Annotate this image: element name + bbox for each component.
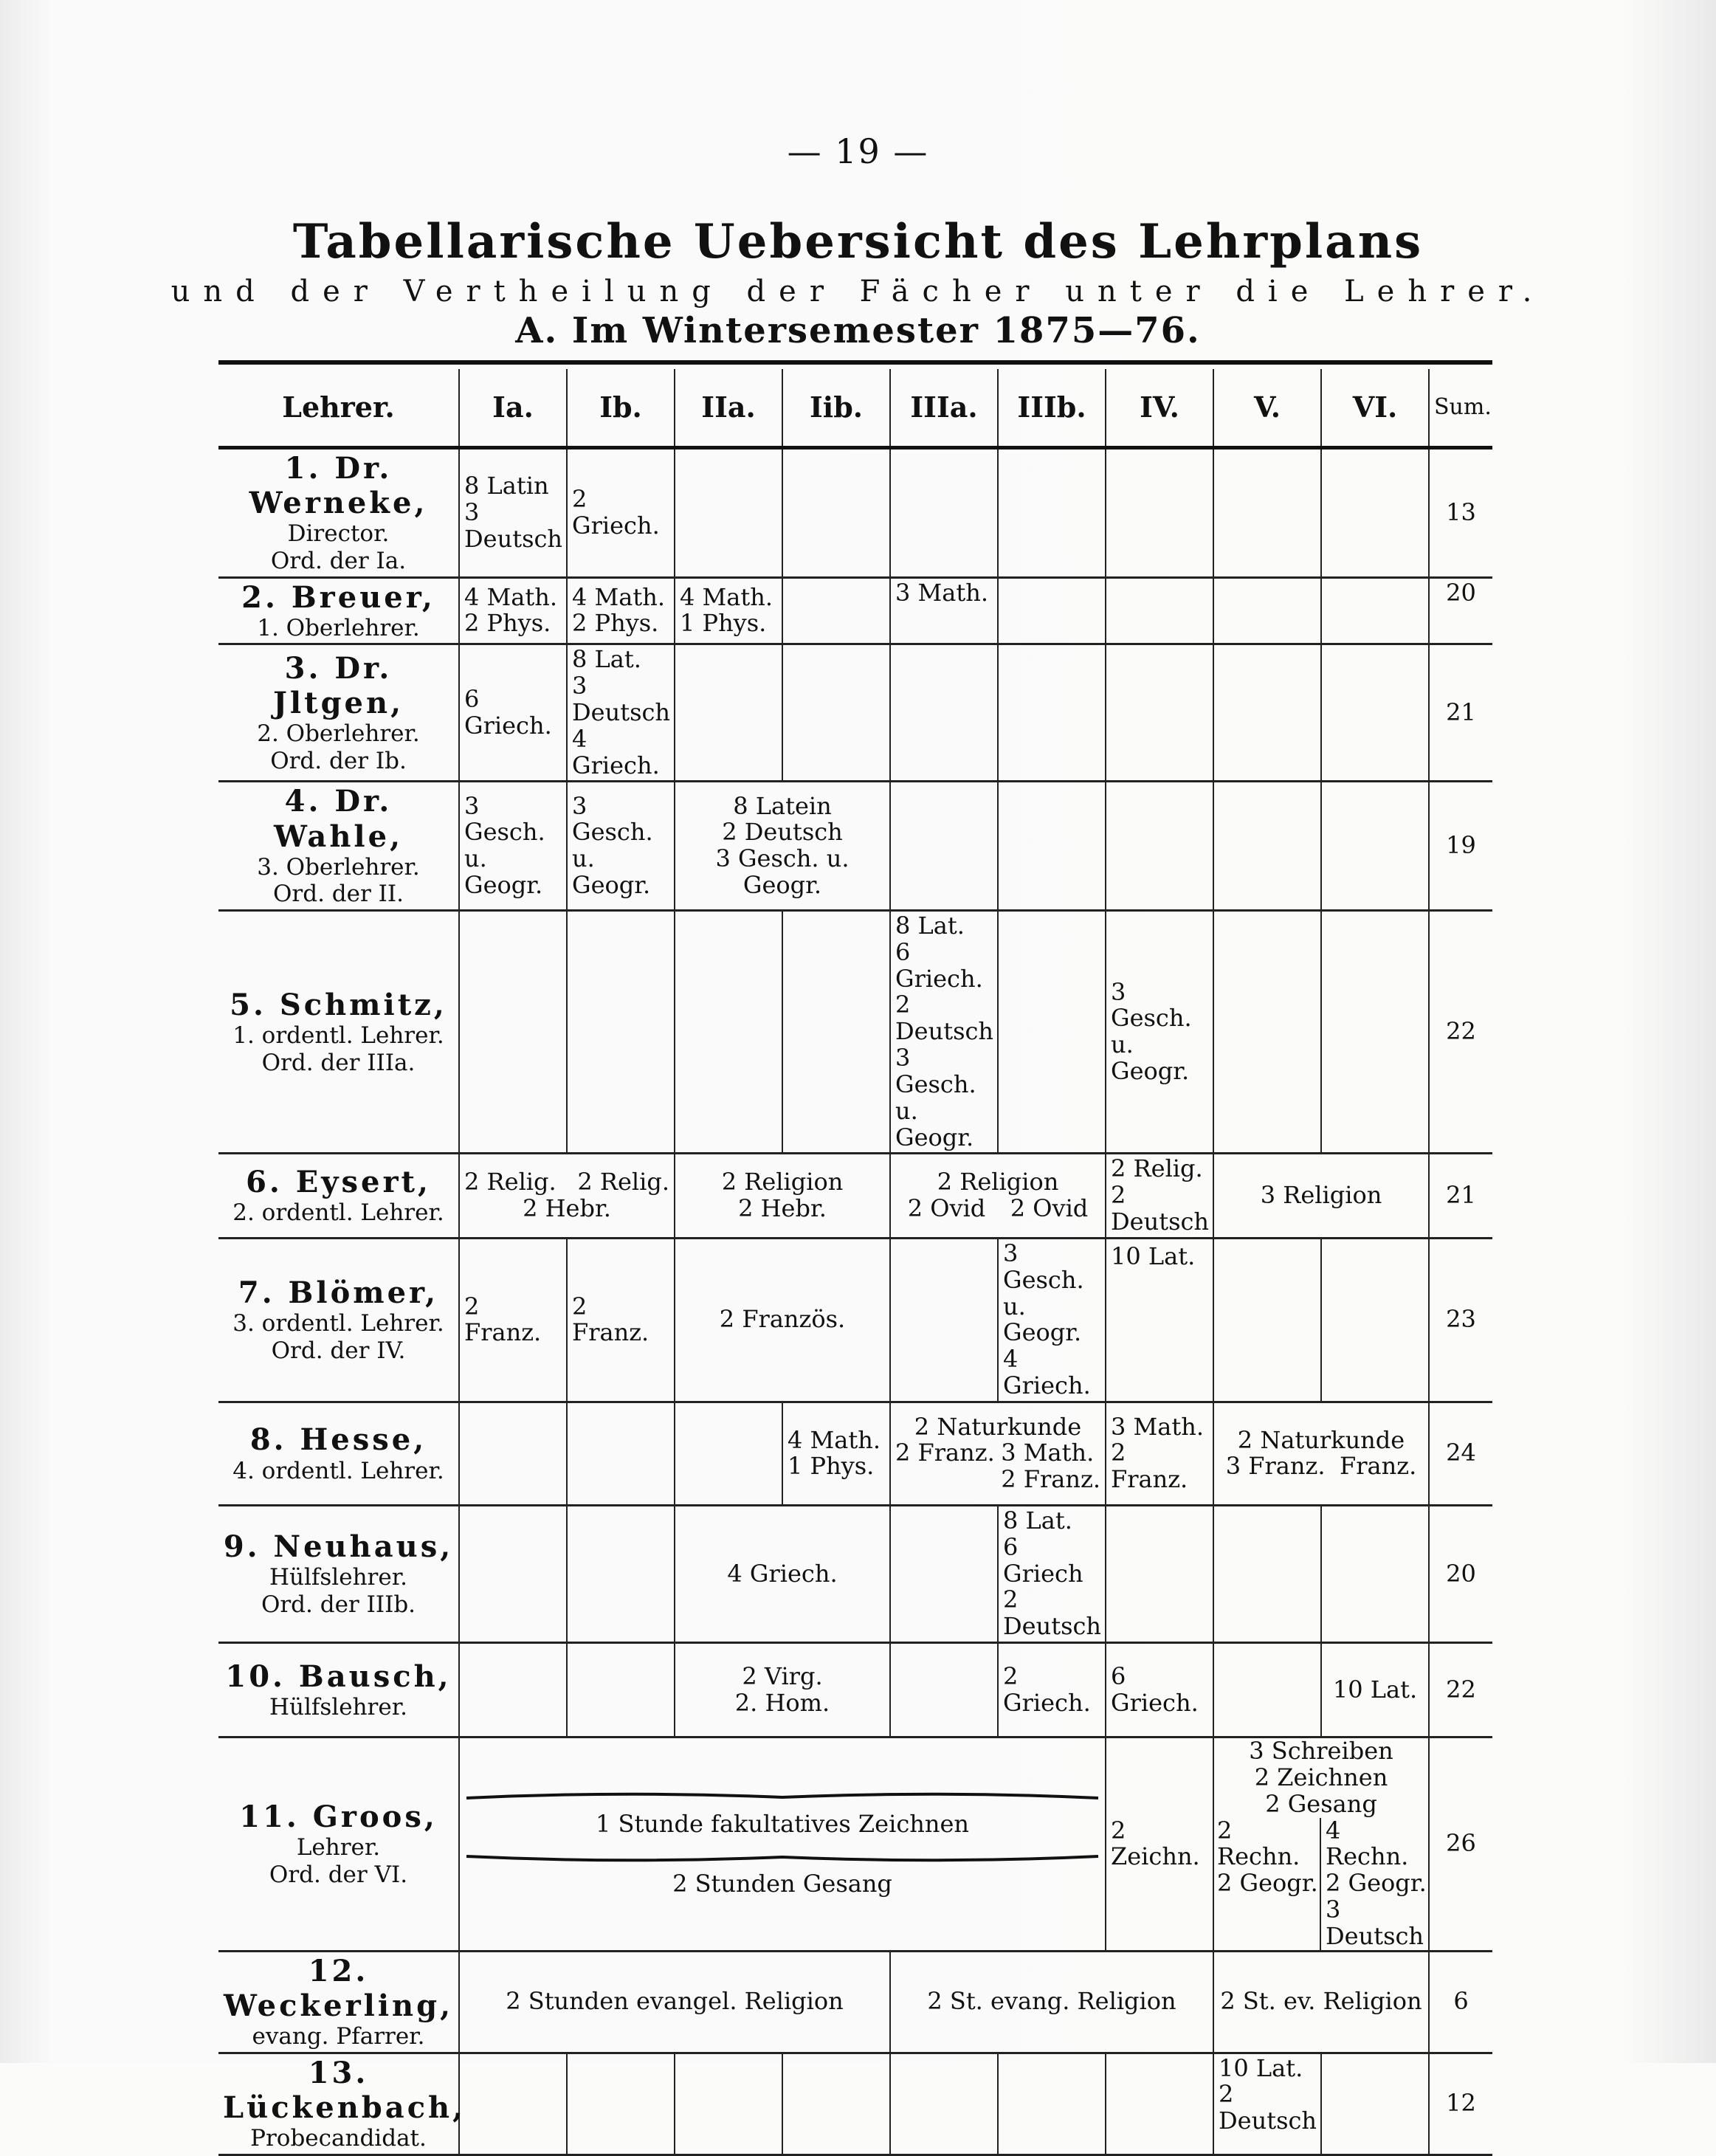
column-header: IIa. (675, 369, 782, 448)
teacher-cell (218, 1238, 459, 1402)
lesson-line: 3 Gesch. u. Geogr. (715, 844, 850, 900)
lesson-cell (782, 910, 890, 1153)
lesson-cell (459, 782, 567, 911)
lesson-line: 2 Deutsch (895, 991, 994, 1046)
lesson-line: 2 Relig. (1111, 1154, 1203, 1183)
lesson-cell (1321, 644, 1429, 782)
lesson-cell (890, 1643, 998, 1737)
lesson-cell (567, 644, 675, 782)
lesson-line: 2 Rechn. (1217, 1816, 1300, 1871)
lesson-cell (567, 2053, 675, 2155)
brace-top (465, 1791, 1100, 1804)
lesson-cell (675, 782, 890, 911)
lesson-line: 2 Hebr. (523, 1194, 611, 1223)
teacher-cell (218, 448, 459, 578)
sum-cell: 12 (1429, 2053, 1492, 2155)
lesson-line: 2 Religion (721, 1168, 844, 1196)
table-header-row (218, 369, 1492, 448)
column-header: Ib. (567, 369, 675, 448)
lesson-cell (675, 577, 782, 644)
lesson-cell (998, 782, 1106, 911)
lesson-line: 3 Gesch. (1111, 977, 1192, 1033)
lesson-cell (567, 1643, 675, 1737)
lesson-cell (567, 577, 675, 644)
lesson-cell (459, 1238, 567, 1402)
lesson-cell (675, 1154, 890, 1238)
lesson-cell (459, 644, 567, 782)
lesson-line: 3 Franz. (1225, 1452, 1326, 1481)
lesson-cell (1106, 448, 1213, 578)
sum-cell: 23 (1429, 1238, 1492, 1402)
lesson-line: u. Geogr. (572, 844, 651, 900)
lesson-cell (998, 1643, 1106, 1737)
lesson-cell (1321, 577, 1429, 644)
teacher-role: 1. Oberlehrer. (257, 614, 420, 641)
lesson-cell (998, 1238, 1106, 1402)
lesson-line: 1 Phys. (680, 609, 767, 638)
lesson-line: 3 Gesch. (464, 791, 545, 847)
lesson-cell (567, 448, 675, 578)
lesson-cell (459, 1737, 1106, 1952)
lesson-cell (1106, 1505, 1213, 1642)
lesson-line: 3 Deutsch (464, 497, 563, 553)
lesson-cell (459, 910, 567, 1153)
column-header: Ia. (459, 369, 567, 448)
lesson-line: 4 Math. (788, 1425, 881, 1454)
lesson-line: 2 Geogr. (1326, 1869, 1427, 1898)
lesson-line: 2 Virg. (742, 1661, 823, 1690)
column-header: Lehrer. (218, 369, 459, 448)
lesson-line: 1 Phys. (788, 1452, 875, 1481)
table-row (218, 1154, 1492, 1238)
lesson-cell (1106, 1643, 1213, 1737)
lesson-cell (890, 1951, 1213, 2053)
sum-cell: 6 (1429, 1951, 1492, 2053)
lesson-cell (1106, 1154, 1213, 1238)
lesson-cell (1106, 910, 1213, 1153)
lesson-line: 2 Naturkunde (1237, 1425, 1405, 1454)
lesson-cell (998, 2053, 1106, 2155)
lesson-cell (675, 2053, 782, 2155)
lesson-line: 4 Rechn. (1326, 1816, 1409, 1871)
lesson-line: u. Geogr. (1111, 1030, 1190, 1086)
lesson-cell (567, 1402, 675, 1505)
lesson-group (1001, 1440, 1100, 1493)
teacher-cell (218, 1643, 459, 1737)
lesson-cell (1213, 2053, 1321, 2155)
lesson-line: 6 Griech (1003, 1532, 1083, 1588)
lesson-cell (782, 644, 890, 782)
teacher-role: 2. Oberlehrer. (257, 720, 420, 748)
column-header: Sum. (1429, 369, 1492, 448)
teacher-name: 8. Hesse, (249, 1422, 427, 1458)
lesson-cell (675, 910, 782, 1153)
sum-cell: 21 (1429, 644, 1492, 782)
sum-cell: 19 (1429, 782, 1492, 911)
sum-cell: 22 (1429, 1643, 1492, 1737)
teacher-ordinarius: Ord. der Ia. (270, 547, 407, 574)
lesson-line: 4 Math. (572, 582, 666, 611)
lesson-cell (1106, 644, 1213, 782)
lesson-cell (1106, 1737, 1213, 1952)
lesson-cell (459, 1154, 675, 1238)
lesson-line: 3 Math. (1001, 1439, 1095, 1467)
lesson-line: u. Geogr. (464, 844, 543, 900)
table-row (218, 1238, 1492, 1402)
teacher-cell (218, 2053, 466, 2155)
lesson-cell (1213, 1737, 1429, 1952)
lesson-cell (1321, 1505, 1429, 1642)
lesson-cell (890, 1238, 998, 1402)
lesson-cell (675, 1505, 890, 1642)
lesson-line: 2 Relig. (577, 1168, 669, 1196)
lesson-line: 2 Stunden evangel. Religion (506, 1987, 844, 2016)
lesson-cell (459, 1643, 567, 1737)
lesson-cell (998, 910, 1106, 1153)
lesson-line: 6 Griech. (895, 937, 983, 993)
lesson-line: 2 Geogr. (1217, 1869, 1318, 1898)
lesson-line: 2 Griech. (1003, 1661, 1091, 1717)
sum-cell: 20 (1429, 577, 1492, 644)
table-row (218, 1505, 1492, 1642)
lesson-line: 4 Griech. (572, 724, 660, 779)
lesson-line: 2 Französ. (719, 1305, 846, 1334)
teacher-role: 1. ordentl. Lehrer. (232, 1022, 444, 1050)
lesson-cell (1213, 1154, 1429, 1238)
teacher-name: 10. Bausch, (225, 1659, 452, 1694)
table-row (218, 910, 1492, 1153)
table-row (218, 1951, 1492, 2053)
teacher-ordinarius: Ord. der IV. (271, 1337, 406, 1364)
teacher-role: 2. ordentl. Lehrer. (232, 1199, 444, 1227)
lesson-line: 10 Lat. (1332, 1675, 1418, 1704)
lesson-cell (567, 910, 675, 1153)
lesson-line: 2 Deutsch (1111, 1181, 1210, 1236)
teacher-name: 11. Groos, (239, 1799, 438, 1835)
sum-cell: 22 (1429, 910, 1492, 1153)
lesson-cell (1213, 1951, 1429, 2053)
page-title: Tabellarische Uebersicht des Lehrplans (292, 214, 1424, 269)
lesson-cell (1321, 2053, 1429, 2155)
teacher-ordinarius: Ord. der II. (273, 881, 404, 908)
lesson-group (1320, 1818, 1428, 1950)
lesson-line: u. Geogr. (1003, 1292, 1082, 1347)
lesson-line: 10 Lat. (1219, 2053, 1303, 2082)
lesson-line: 2 Deutsch (1219, 2080, 1317, 2135)
lesson-cell (1213, 1505, 1321, 1642)
lesson-group (1214, 1818, 1320, 1950)
teacher-cell (218, 644, 459, 782)
page-subtitle: und der Vertheilung der Fächer unter die Lehrer. (170, 275, 1546, 309)
lesson-cell (675, 1643, 890, 1737)
lesson-cell (675, 448, 782, 578)
lesson-cell (1106, 1238, 1213, 1402)
lesson-line: 4 Griech. (1003, 1345, 1091, 1400)
lesson-line: 2 Stunden Gesang (672, 1870, 892, 1898)
teacher-name: 5. Schmitz, (230, 988, 447, 1023)
lesson-line: 2. Hom. (734, 1688, 830, 1717)
teacher-name: 7. Blömer, (238, 1275, 439, 1311)
sum-cell: 26 (1429, 1737, 1492, 1952)
sum-cell: 20 (1429, 1505, 1492, 1642)
sum-cell: 24 (1429, 1402, 1492, 1505)
lesson-cell (998, 644, 1106, 782)
lesson-cell (890, 910, 998, 1153)
lesson-cell (1321, 910, 1429, 1153)
lesson-line: 10 Lat. (1111, 1241, 1196, 1270)
lesson-line: 2 Zeichnen (1254, 1763, 1388, 1791)
table-row (218, 1737, 1492, 1952)
lesson-line: 2 Hebr. (738, 1194, 827, 1223)
lesson-line: 2 Zeichn. (1111, 1816, 1200, 1871)
lesson-cell (782, 1402, 890, 1505)
table-row (218, 2053, 1492, 2155)
lesson-line: 2 Ovid (1010, 1194, 1089, 1223)
lesson-line: 1 Stunde fakultatives Zeichnen (595, 1809, 969, 1838)
teacher-name: 6. Eysert, (246, 1165, 431, 1200)
lesson-cell (890, 577, 998, 644)
lesson-line: Franz. (1340, 1452, 1417, 1481)
lesson-line: 3 Deutsch (572, 672, 671, 726)
teacher-name: 12. Weckerling, (223, 1953, 454, 2023)
lesson-line: 4 Math. (680, 582, 773, 611)
lesson-cell (459, 577, 567, 644)
teacher-role: 4. ordentl. Lehrer. (232, 1457, 444, 1484)
lesson-line: 2 Franz. (895, 1439, 995, 1467)
lesson-line: 2 Franz. (464, 1292, 542, 1347)
lesson-line: 2 St. evang. Religion (927, 1987, 1176, 2016)
lesson-cell (998, 448, 1106, 578)
lesson-cell (459, 1402, 567, 1505)
lesson-cell (459, 448, 567, 578)
lesson-cell (567, 1505, 675, 1642)
table-row (218, 577, 1492, 644)
teacher-role: Hülfslehrer. (269, 1693, 407, 1721)
lesson-line: 6 Griech. (1111, 1661, 1199, 1717)
sum-cell: 13 (1429, 448, 1492, 578)
lesson-cell (567, 782, 675, 911)
lesson-line: 2 Franz. (1001, 1465, 1100, 1494)
lesson-line: 2 Naturkunde (914, 1412, 1082, 1441)
lesson-line: 3 Gesch. (895, 1044, 976, 1098)
lesson-pair (895, 1196, 1100, 1222)
lesson-line: 2 Ovid (907, 1194, 986, 1223)
lesson-line: 2 Gesang (1265, 1789, 1377, 1818)
lesson-cell (1106, 1402, 1213, 1505)
lesson-line: 2 Phys. (464, 609, 551, 638)
lesson-line: 2 Relig. (464, 1168, 557, 1196)
lesson-line: 2 Griech. (572, 484, 660, 540)
lesson-cell (1321, 1238, 1429, 1402)
lesson-cell (1321, 782, 1429, 911)
teacher-cell (218, 1402, 459, 1505)
teacher-cell (218, 1154, 459, 1238)
lesson-line: 3 Math. (895, 578, 989, 607)
lesson-cell (1213, 448, 1321, 578)
lesson-line: 2 Religion (937, 1168, 1059, 1196)
teacher-role: Lehrer. (296, 1834, 381, 1861)
lesson-cell (1106, 577, 1213, 644)
teacher-role: Probecandidat. (250, 2124, 427, 2152)
table-row (218, 644, 1492, 782)
column-header: V. (1213, 369, 1321, 448)
lesson-cell (675, 644, 782, 782)
lesson-cell (890, 1402, 1106, 1505)
teacher-name: 13. Lückenbach, (223, 2055, 466, 2125)
lesson-line: 4 Math. (464, 582, 558, 611)
lesson-line: 8 Lat. (1003, 1506, 1072, 1535)
lesson-cell (998, 1505, 1106, 1642)
lesson-line: 2 Franz. (572, 1292, 649, 1347)
lesson-cell (1213, 577, 1321, 644)
teacher-role: 3. ordentl. Lehrer. (232, 1310, 444, 1337)
lesson-cell (1213, 1402, 1429, 1505)
lesson-line: 8 Lat. (895, 911, 965, 940)
lesson-line: 3 Math. (1111, 1412, 1205, 1441)
lesson-cell (1213, 910, 1321, 1153)
lesson-cell (890, 1505, 998, 1642)
teacher-cell (218, 1505, 459, 1642)
lesson-cell (890, 2053, 998, 2155)
lesson-cell (675, 1238, 890, 1402)
lesson-line: 8 Latin (464, 472, 549, 500)
lesson-cell (567, 1238, 675, 1402)
lesson-cell (998, 577, 1106, 644)
teacher-role: 3. Oberlehrer. (257, 853, 420, 881)
lesson-line: 8 Latein (733, 791, 832, 820)
page-number: — 19 — (787, 131, 929, 171)
lesson-line: 3 Religion (1260, 1181, 1382, 1210)
lesson-cell (782, 577, 890, 644)
teacher-name: 9. Neuhaus, (223, 1529, 454, 1565)
lesson-pair (895, 1440, 1100, 1493)
column-header: Iib. (782, 369, 890, 448)
lesson-pair (464, 1169, 669, 1196)
lesson-line: 2 Deutsch (1003, 1585, 1102, 1641)
lesson-cell (1213, 1238, 1321, 1402)
lesson-line: 2 Deutsch (722, 818, 843, 847)
lesson-cell (1321, 448, 1429, 578)
teacher-ordinarius: Ord. der IIIb. (261, 1591, 416, 1619)
top-rule (218, 360, 1492, 365)
lesson-line: u. Geogr. (895, 1096, 974, 1151)
teacher-ordinarius: Ord. der IIIa. (261, 1049, 416, 1076)
teacher-role: Hülfslehrer. (269, 1564, 407, 1591)
teacher-cell (218, 1951, 459, 2053)
column-header: VI. (1321, 369, 1429, 448)
teacher-name: 3. Dr. Jltgen, (272, 651, 404, 721)
lesson-line: 2 Phys. (572, 609, 659, 638)
teacher-name: 2. Breuer, (241, 579, 435, 615)
teacher-name: 1. Dr. Werneke, (249, 451, 428, 521)
lesson-pair (1214, 1818, 1428, 1950)
table-row (218, 1643, 1492, 1737)
lesson-cell (459, 1505, 567, 1642)
lesson-cell (890, 448, 998, 578)
teacher-role: evang. Pfarrer. (252, 2023, 425, 2050)
lesson-line: 3 Gesch. (572, 791, 653, 847)
lesson-cell (890, 1154, 1106, 1238)
lesson-cell (890, 782, 998, 911)
teacher-name: 4. Dr. Wahle, (273, 784, 403, 854)
curriculum-table (218, 369, 1492, 2156)
semester-heading: A. Im Wintersemester 1875—76. (515, 310, 1201, 351)
lesson-cell (1213, 1643, 1321, 1737)
teacher-cell (218, 1737, 459, 1952)
teacher-cell (218, 910, 459, 1153)
lesson-cell (459, 1951, 890, 2053)
lesson-cell (459, 2053, 567, 2155)
lesson-line: 3 Gesch. (1003, 1239, 1084, 1294)
lesson-pair (1219, 1453, 1424, 1480)
lesson-cell (1106, 2053, 1213, 2155)
teacher-ordinarius: Ord. der Ib. (270, 748, 407, 775)
lesson-cell (675, 1402, 782, 1505)
lesson-line: 6 Griech. (464, 685, 552, 740)
column-header: IIIb. (998, 369, 1106, 448)
brace-bottom (465, 1850, 1100, 1864)
lesson-line: 3 Schreiben (1249, 1737, 1393, 1766)
lesson-cell (782, 2053, 890, 2155)
lesson-line: 8 Lat. (572, 645, 641, 674)
lesson-line: 2 St. ev. Religion (1220, 1987, 1422, 2016)
table-row (218, 1402, 1492, 1505)
lesson-cell (1213, 782, 1321, 911)
lesson-cell (1321, 1643, 1429, 1737)
table-row (218, 782, 1492, 911)
teacher-role: Director. (287, 520, 390, 548)
lesson-line: 3 Deutsch (1326, 1895, 1424, 1950)
teacher-ordinarius: Ord. der VI. (269, 1861, 408, 1888)
column-header: IV. (1106, 369, 1213, 448)
lesson-line: 4 Griech. (727, 1559, 838, 1588)
lesson-line: 2 Franz. (1111, 1439, 1188, 1494)
column-header: IIIa. (890, 369, 998, 448)
lesson-cell (1106, 782, 1213, 911)
lesson-cell (1213, 644, 1321, 782)
table-row (218, 448, 1492, 578)
teacher-cell (218, 577, 459, 644)
lesson-cell (890, 644, 998, 782)
sum-cell: 21 (1429, 1154, 1492, 1238)
lesson-cell (782, 448, 890, 578)
teacher-cell (218, 782, 459, 911)
